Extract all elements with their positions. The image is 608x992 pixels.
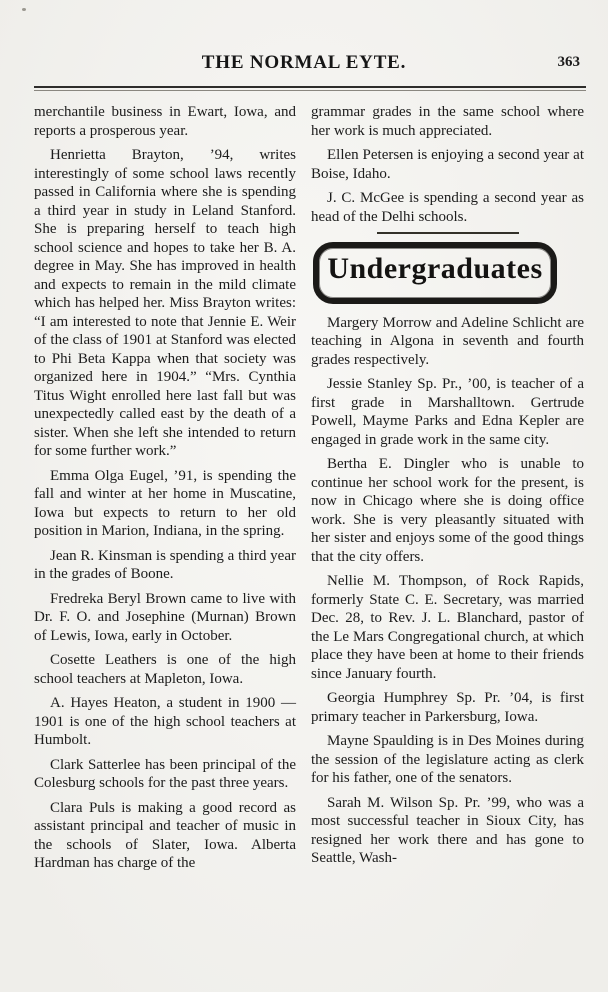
news-paragraph: merchantile business in Ewart, Iowa, and reports a prosperous year. (34, 104, 296, 139)
section-divider-rule (377, 232, 519, 234)
left-column (34, 103, 296, 879)
undergraduates-section-badge (313, 242, 557, 304)
news-paragraph: Jean R. Kinsman is spending a third year in the grades of Boone. (34, 547, 296, 582)
news-paragraph: Nellie M. Thompson, of Rock Rapids, formerly State C. E. Secretary, was married Dec. 28, to Rev. J. L. Blanchard, pastor of the Le Mars Congregational church, at which place they have been at home to their friends since January fourth. (311, 573, 584, 682)
news-paragraph: Clara Puls is making a good record as assistant principal and teacher of music in the schools of Slater, Iowa. Alberta Hardman has charge of the (34, 799, 296, 871)
section-title: Undergraduates (327, 252, 543, 285)
news-paragraph: A. Hayes Heaton, a student in 1900 —1901 is one of the high school teachers at Humbolt. (34, 695, 296, 748)
news-paragraph: Emma Olga Eugel, ’91, is spending the fall and winter at her home in Muscatine, Iowa but expects to return to her old position in Marion, Indiana, in the spring. (34, 467, 296, 539)
page-number: 363 (557, 54, 580, 70)
news-paragraph: Sarah M. Wilson Sp. Pr. ’99, who was a most successful teacher in Sioux City, has resigned her work there and has gone to Seattle, Wash- (311, 794, 584, 866)
news-paragraph: Margery Morrow and Adeline Schlicht are teaching in Algona in seventh and fourth grades respectively. (311, 314, 584, 368)
news-paragraph: Henrietta Brayton, ’94, writes interestingly of some school laws recently passed in California where she is spending a third year in study in Leland Stanford. She is preparing herself to teach high school science and hopes to take her B. A. degree in May. She has improved in health and expects to remain in the mild climate which has helped her. Miss Brayton writes: “I am interested to note that Jennie E. Weir of the class of 1901 at Stanford was elected to Phi Beta Kappa when that society was organized here in 1904.” “Mrs. Cynthia Titus Wight enrolled here last fall but was unexpectedly called east by the death of a sister. When she left she intended to return for some further work.” (34, 147, 296, 459)
news-paragraph: Bertha E. Dingler who is unable to continue her school work for the present, is now in Chicago where she is doing office work. She is very pleasantly situated with her sister and enjoys some of the good things that the city offers. (311, 456, 584, 565)
publication-title: THE NORMAL EYTE. (201, 52, 407, 73)
news-paragraph: Cosette Leathers is one of the high school teachers at Mapleton, Iowa. (34, 652, 296, 687)
news-paragraph: J. C. McGee is spending a second year as head of the Delhi schools. (311, 190, 584, 225)
news-paragraph: Georgia Humphrey Sp. Pr. ’04, is first primary teacher in Parkersburg, Iowa. (311, 690, 584, 725)
news-paragraph: Ellen Petersen is enjoying a second year at Boise, Idaho. (311, 147, 584, 182)
page-header (0, 0, 608, 80)
news-paragraph: Mayne Spaulding is in Des Moines during the session of the legislature acting as clerk for his father, one of the senators. (311, 733, 584, 786)
two-column-text (0, 91, 608, 879)
news-paragraph: Fredreka Beryl Brown came to live with Dr. F. O. and Josephine (Murnan) Brown of Lewis, Iowa, early in October. (34, 590, 296, 644)
right-column (311, 103, 584, 879)
news-paragraph: Jessie Stanley Sp. Pr., ’00, is teacher of a first grade in Marshalltown. Gertrude Powell, Mayme Parks and Edna Kepler are engaged in grade work in the same city. (311, 376, 584, 448)
news-paragraph: grammar grades in the same school where her work is much appreciated. (311, 104, 584, 139)
news-paragraph: Clark Satterlee has been principal of the Colesburg schools for the past three years. (34, 756, 296, 791)
